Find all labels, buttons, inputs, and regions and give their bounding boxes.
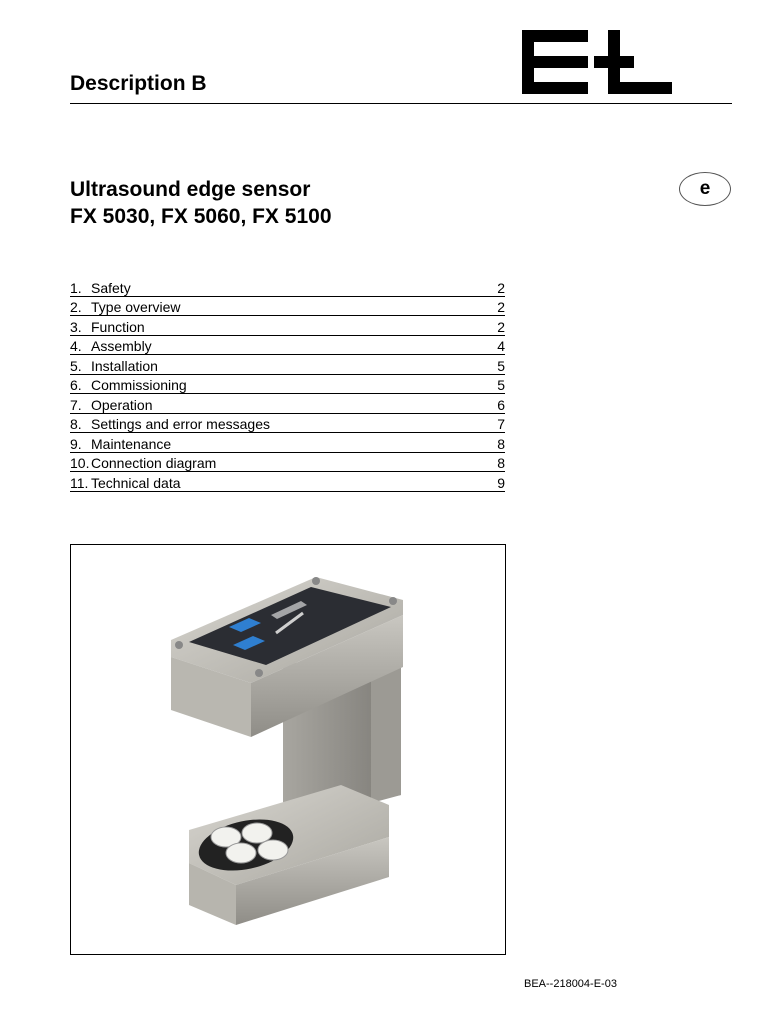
company-logo [522,30,672,94]
toc-label: Type overview [91,299,181,315]
header-rule [70,103,732,104]
toc-label: Installation [91,357,158,374]
table-of-contents [70,277,505,492]
toc-page-number: 4 [497,338,505,354]
toc-label: Technical data [91,474,181,491]
toc-row [70,336,505,356]
toc-page-number: 5 [497,357,505,374]
toc-number: 2. [70,299,82,315]
toc-label: Connection diagram [91,455,217,471]
sensor-photo-icon [71,545,505,954]
toc-row [70,277,505,297]
toc-page-number: 8 [497,455,505,471]
document-title [70,176,332,230]
document-id: BEA--218004-E-03 [524,978,617,990]
toc-page-number: 2 [497,299,505,315]
toc-number: 4. [70,338,82,354]
toc-label: Assembly [91,338,152,354]
title-line-1: Ultrasound edge sensor [70,178,311,201]
toc-row [70,472,505,492]
toc-page-number: 6 [497,396,505,413]
toc-row [70,375,505,395]
toc-label: Operation [91,396,153,413]
toc-row [70,355,505,375]
toc-label: Settings and error messages [91,416,270,432]
toc-page-number: 9 [497,474,505,491]
toc-number: 3. [70,318,82,335]
toc-page-number: 8 [497,435,505,452]
toc-number: 1. [70,279,82,296]
toc-row [70,453,505,473]
toc-number: 9. [70,435,82,452]
toc-row [70,394,505,414]
toc-page-number: 2 [497,318,505,335]
language-badge: e [679,172,731,206]
toc-page-number: 2 [497,279,505,296]
toc-number: 8. [70,416,82,432]
section-heading: Description B [70,72,207,95]
title-line-2: FX 5030, FX 5060, FX 5100 [70,205,332,228]
toc-number: 11. [70,474,89,491]
toc-number: 5. [70,357,82,374]
toc-label: Maintenance [91,435,172,452]
toc-number: 10. [70,455,90,471]
product-photo-frame [70,544,506,955]
toc-label: Commissioning [91,377,187,393]
toc-row [70,297,505,317]
toc-row [70,414,505,434]
toc-page-number: 7 [497,416,505,432]
toc-row [70,316,505,336]
toc-label: Safety [91,279,131,296]
toc-page-number: 5 [497,377,505,393]
toc-row [70,433,505,453]
toc-number: 7. [70,396,82,413]
toc-number: 6. [70,377,82,393]
toc-label: Function [91,318,145,335]
